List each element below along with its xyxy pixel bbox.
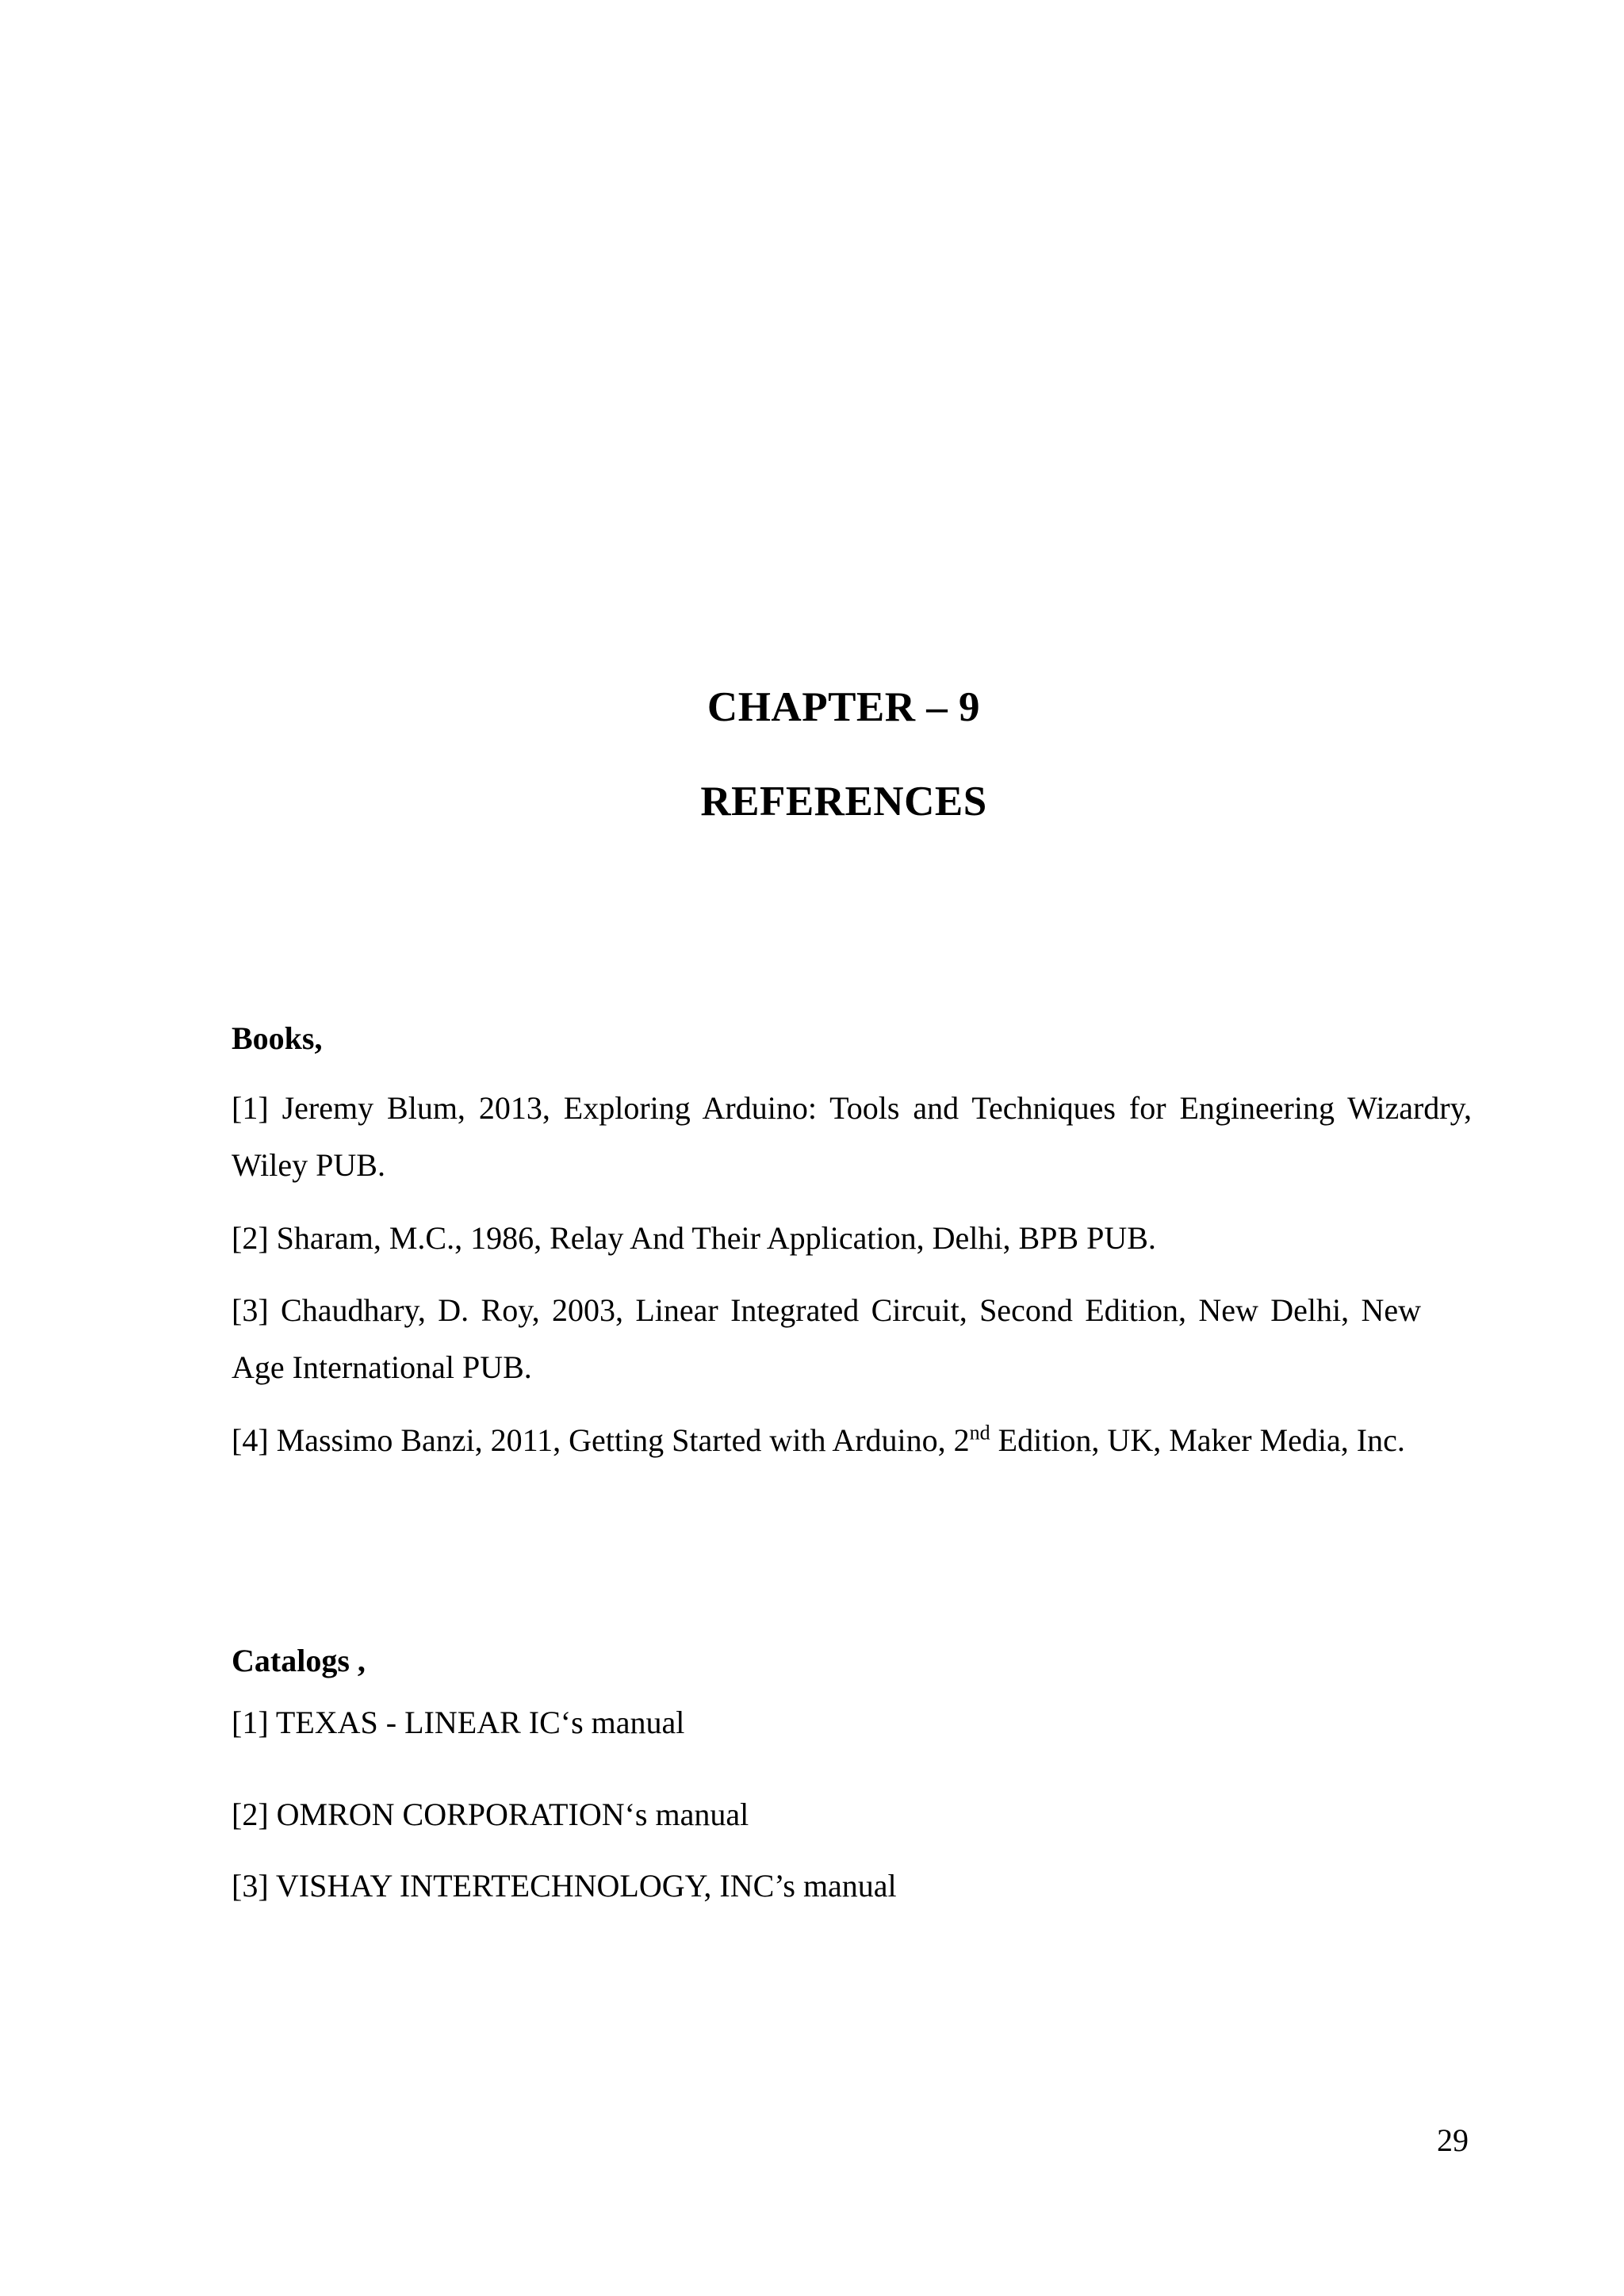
book-reference-4-text-end: Edition, UK, Maker Media, Inc.: [990, 1422, 1405, 1458]
catalog-reference-3: [3] VISHAY INTERTECHNOLOGY, INC’s manual: [232, 1868, 897, 1904]
book-reference-1: [1] Jeremy Blum, 2013, Exploring Arduino: Tools and Techniques for Engineering Wizardry, Wiley PUB.: [232, 1090, 1472, 1183]
book-reference-4-text-start: [4] Massimo Banzi, 2011, Getting Started with Arduino, 2: [232, 1422, 970, 1458]
catalogs-heading: Catalogs ,: [232, 1643, 366, 1678]
catalog-reference-1: [1] TEXAS - LINEAR IC‘s manual: [232, 1705, 685, 1740]
book-reference-2: [2] Sharam, M.C., 1986, Relay And Their Application, Delhi, BPB PUB.: [232, 1220, 1156, 1256]
books-heading: Books,: [232, 1020, 323, 1056]
catalog-reference-2: [2] OMRON CORPORATION‘s manual: [232, 1797, 749, 1832]
references-title: REFERENCES: [700, 779, 987, 825]
book-reference-4: [232, 1412, 1405, 1469]
chapter-heading: CHAPTER – 9: [707, 684, 981, 730]
page-number: 29: [1437, 2122, 1469, 2158]
book-reference-3: [3] Chaudhary, D. Roy, 2003, Linear Integrated Circuit, Second Edition, New Delhi, New Age International PUB.: [232, 1292, 1421, 1385]
book-reference-4-ordinal: nd: [969, 1421, 990, 1445]
